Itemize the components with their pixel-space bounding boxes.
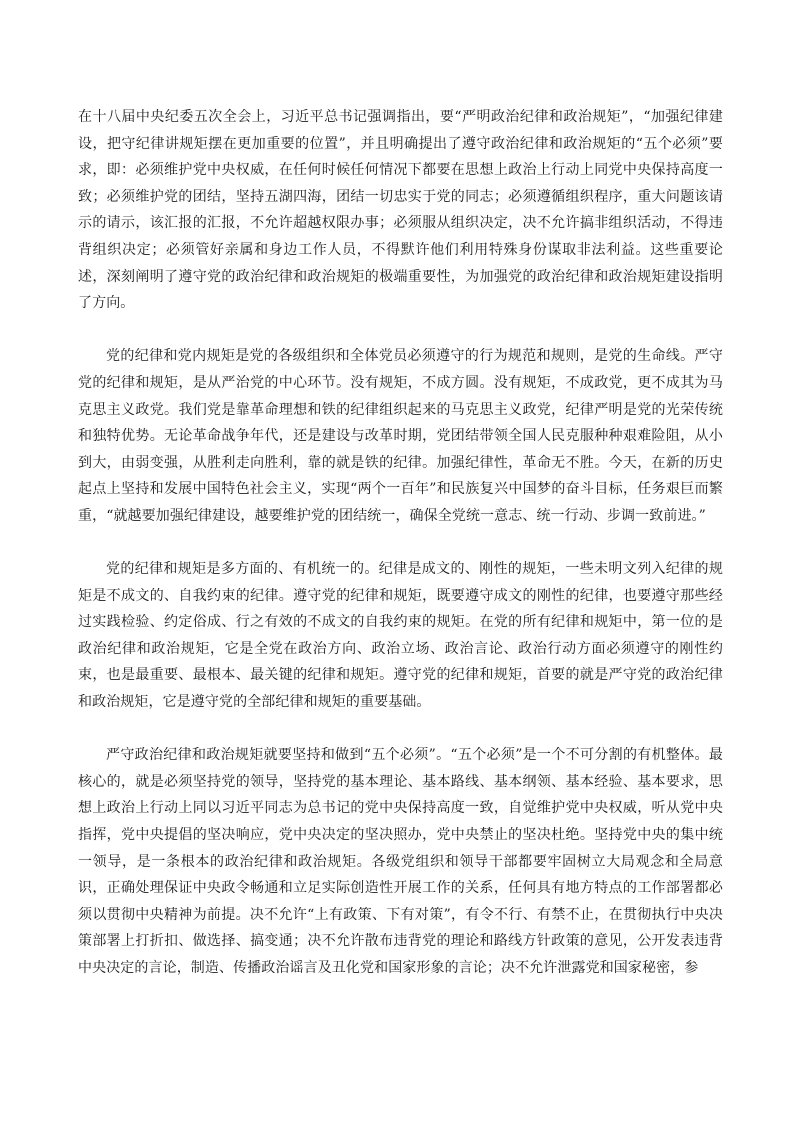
paragraph-4: 严守政治纪律和政治规矩就要坚持和做到“五个必须”。“五个必须”是一个不可分割的有机整体。最核心的，就是必须坚持党的领导，坚持党的基本理论、基本路线、基本纲领、基本经验、基本要求，思想上政治上行动上同以习近平同志为总书记的党中央保持高度一致，自觉维护党中央权威，听从党中央指挥，党中央提倡的坚决响应，党中央决定的坚决照办，党中央禁止的坚决杜绝。坚持党中央的集中统一领导，是一条根本的政治纪律和政治规矩。各级党组织和领导干部都要牢固树立大局观念和全局意识，正确处理保证中央政令畅通和立足实际创造性开展工作的关系，任何具有地方特点的工作部署都必须以贯彻中央精神为前提。决不允许“上有政策、下有对策”，有令不行、有禁不止，在贯彻执行中央决策部署上打折扣、做选择、搞变通；决不允许散布违背党的理论和路线方针政策的意见，公开发表违背中央决定的言论，制造、传播政治谣言及丑化党和国家形象的言论；决不允许泄露党和国家秘密，参 <box>78 747 723 976</box>
paragraph-1: 在十八届中央纪委五次全会上，习近平总书记强调指出，要“严明政治纪律和政治规矩”，“加强纪律建设，把守纪律讲规矩摆在更加重要的位置”，并且明确提出了遵守政治纪律和政治规矩的“五个必须”要求，即：必须维护党中央权威，在任何时候任何情况下都要在思想上政治上行动上同党中央保持高度一致；必须维护党的团结，坚持五湖四海，团结一切忠实于党的同志；必须遵循组织程序，重大问题该请示的请示，该汇报的汇报，不允许超越权限办事；必须服从组织决定，决不允许搞非组织活动，不得违背组织决定；必须管好亲属和身边工作人员，不得默许他们利用特殊身份谋取非法利益。这些重要论述，深刻阐明了遵守党的政治纪律和政治规矩的极端重要性，为加强党的政治纪律和政治规矩建设指明了方向。 <box>78 109 723 312</box>
paragraph-3: 党的纪律和规矩是多方面的、有机统一的。纪律是成文的、刚性的规矩，一些未明文列入纪律的规矩是不成文的、自我约束的纪律。遵守党的纪律和规矩，既要遵守成文的刚性的纪律，也要遵守那些经过实践检验、约定俗成、行之有效的不成文的自我约束的规矩。在党的所有纪律和规矩中，第一位的是政治纪律和政治规矩，它是全党在政治方向、政治立场、政治言论、政治行动方面必须遵守的刚性约束，也是最重要、最根本、最关键的纪律和规矩。遵守党的纪律和规矩，首要的就是严守党的政治纪律和政治规矩，它是遵守党的全部纪律和规矩的重要基础。 <box>78 561 723 711</box>
paragraph-2: 党的纪律和党内规矩是党的各级组织和全体党员必须遵守的行为规范和规则，是党的生命线。严守党的纪律和规矩，是从严治党的中心环节。没有规矩，不成方圆。没有规矩，不成政党，更不成其为马克思主义政党。我们党是靠革命理想和铁的纪律组织起来的马克思主义政党，纪律严明是党的光荣传统和独特优势。无论革命战争年代，还是建设与改革时期，党团结带领全国人民克服种种艰难险阻，从小到大，由弱变强，从胜利走向胜利，靠的就是铁的纪律。加强纪律性，革命无不胜。今天，在新的历史起点上坚持和发展中国特色社会主义，实现“两个一百年”和民族复兴中国梦的奋斗目标，任务艰巨而繁重，“就越要加强纪律建设，越要维护党的团结统一，确保全党统一意志、统一行动、步调一致前进。” <box>78 348 723 524</box>
paragraph-spacer <box>78 317 723 344</box>
document-body <box>78 104 723 982</box>
paragraph-spacer <box>78 716 723 743</box>
paragraph-spacer <box>78 530 723 557</box>
